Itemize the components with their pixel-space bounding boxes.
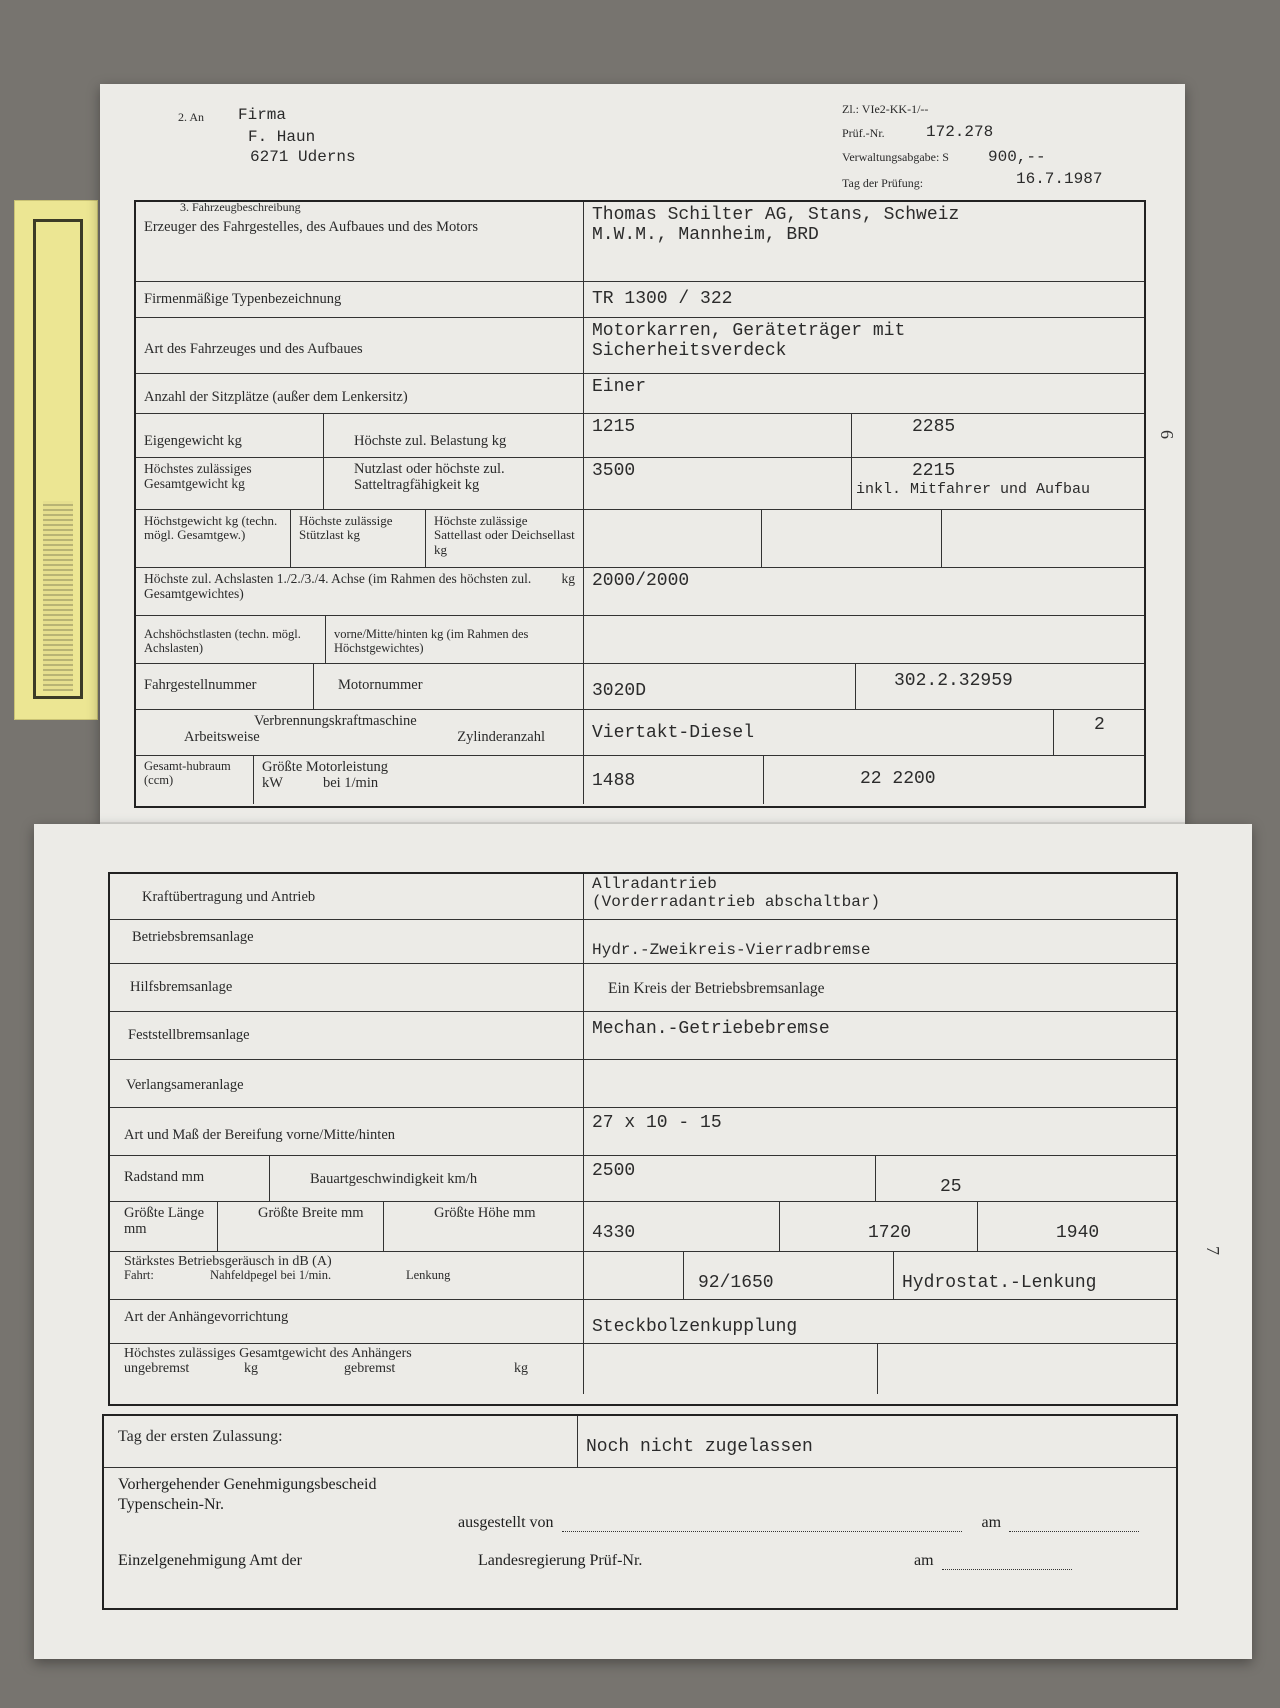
sattellast-value	[942, 510, 1144, 567]
kraft-row	[110, 874, 1176, 920]
am-line-1	[1009, 1531, 1139, 1532]
achslasten-value: 2000/2000	[592, 571, 690, 591]
breite-label: Größte Breite mm	[218, 1202, 384, 1251]
anhaenger-gewicht-row	[110, 1344, 1176, 1394]
zl-label: Zl.: VIe2-KK-1/--	[842, 102, 929, 116]
hoehe-value: 1940	[1056, 1223, 1100, 1243]
arbeitsweise-value: Viertakt-Diesel	[584, 710, 1054, 755]
masse-row	[110, 1202, 1176, 1252]
feststell-row	[110, 1012, 1176, 1060]
hubraum-value: 1488	[584, 756, 764, 804]
leistung-label: Größte Motorleistung	[262, 759, 389, 775]
fahrgestell-row	[136, 664, 1144, 710]
gesamtgewicht-row	[136, 458, 1144, 510]
radstand-row	[110, 1156, 1176, 1202]
leistung-value: 22 2200	[860, 769, 936, 789]
fahrt-value	[584, 1252, 684, 1299]
nutzlast-label: Nutzlast oder höchste zul. Satteltragfähigkeit kg	[324, 458, 584, 509]
zylinder-value: 2	[1094, 715, 1105, 735]
nutzlast-note: inkl. Mitfahrer und Aufbau	[856, 480, 1091, 498]
yellow-slip	[14, 200, 98, 720]
art-value-cell	[584, 318, 1144, 373]
eigengewicht-row	[136, 414, 1144, 458]
verlangsamer-label: Verlangsameranlage	[110, 1060, 584, 1107]
typ-row	[136, 282, 1144, 318]
technical-table	[108, 872, 1178, 1406]
recipient-line3: 6271 Uderns	[250, 148, 356, 166]
lenkung-label: Lenkung	[406, 1268, 451, 1283]
kraft-value-1: Allradantrieb	[592, 875, 717, 893]
nahfeld-label: Nahfeldpegel bei 1/min.	[210, 1268, 332, 1283]
erzeuger-value-cell	[584, 202, 1144, 281]
sitz-label: Anzahl der Sitzplätze (außer dem Lenkersitz)	[136, 374, 584, 413]
gesamtgewicht-value: 3500	[584, 458, 852, 509]
betriebsbrems-row	[110, 920, 1176, 964]
ungebremst-value	[584, 1344, 878, 1394]
gebremst-label: gebremst	[344, 1361, 396, 1377]
hoechste-belastung-label: Höchste zul. Belastung kg	[324, 414, 584, 457]
page-number-top: 6	[1157, 430, 1177, 439]
vorher-label: Vorhergehender Genehmigungsbescheid	[118, 1476, 377, 1493]
gebremst-value	[878, 1344, 1176, 1394]
hubraum-label: Gesamt-hubraum (ccm)	[136, 756, 254, 804]
bereifung-value: 27 x 10 - 15	[592, 1113, 722, 1133]
breite-value: 1720	[780, 1202, 978, 1251]
radstand-label: Radstand mm	[110, 1156, 270, 1201]
eigengewicht-value: 1215	[584, 414, 852, 457]
sitz-value: Einer	[592, 377, 647, 397]
verlangsamer-row	[110, 1060, 1176, 1108]
erzeuger-row	[136, 202, 1144, 282]
gebremst-kg: kg	[514, 1361, 528, 1377]
hoehe-label: Größte Höhe mm	[384, 1202, 584, 1251]
section-title: 3. Fahrzeugbeschreibung	[180, 200, 301, 214]
bauart-label: Bauartgeschwindigkeit km/h	[270, 1156, 584, 1201]
achshoechst-label2: vorne/Mitte/hinten kg (im Rahmen des Höchstgewichtes)	[326, 616, 584, 663]
ungebremst-label: ungebremst	[124, 1361, 190, 1377]
laenge-value: 4330	[584, 1202, 780, 1251]
achslasten-label: Höchste zul. Achslasten 1./2./3./4. Achse (im Rahmen des höchsten zul. Gesamtgewichtes)	[144, 571, 532, 601]
anhaenger-gewicht-cell	[110, 1344, 584, 1394]
typ-value: TR 1300 / 322	[592, 289, 733, 309]
gesamtgewicht-label: Höchstes zulässiges Gesamtgewicht kg	[136, 458, 324, 509]
fahrgestell-label: Fahrgestellnummer	[136, 664, 314, 709]
hilfsbrems-row	[110, 964, 1176, 1012]
ausgestellt-label: ausgestellt von	[458, 1514, 554, 1531]
leistung-label-cell	[254, 756, 584, 804]
am-label-1: am	[981, 1514, 1002, 1531]
hoechstgewicht-row	[136, 510, 1144, 568]
einzel-label: Einzelgenehmigung Amt der	[118, 1552, 302, 1569]
feststell-label: Feststellbremsanlage	[110, 1012, 584, 1059]
anhaenge-row	[110, 1300, 1176, 1344]
genehmigung-block	[104, 1468, 1176, 1578]
achslasten-row	[136, 568, 1144, 616]
zylinder-label: Zylinderanzahl	[457, 728, 545, 745]
verlangsamer-value	[584, 1060, 1176, 1107]
fahrgestell-value: 3020D	[584, 664, 856, 709]
nutzlast-cell	[852, 458, 1144, 509]
hilfsbrems-value: Ein Kreis der Betriebsbremsanlage	[608, 980, 825, 997]
arbeitsweise-label: Arbeitsweise	[184, 728, 260, 745]
erzeuger-label: Erzeuger des Fahrgestelles, des Aufbaues und des Motors	[136, 202, 584, 281]
hoechstgewicht-value	[584, 510, 762, 567]
page-number-bottom: 7	[1203, 1246, 1223, 1255]
sitz-row	[136, 374, 1144, 414]
achshoechst-row	[136, 616, 1144, 664]
bereifung-label: Art und Maß der Bereifung vorne/Mitte/hinten	[110, 1108, 584, 1155]
tag-pruefung-label: Tag der Prüfung:	[842, 176, 924, 190]
anhaenge-value: Steckbolzenkupplung	[592, 1317, 798, 1337]
art-row	[136, 318, 1144, 374]
laenge-label: Größte Länge mm	[110, 1202, 218, 1251]
nutzlast-value: 2215	[912, 461, 956, 481]
vehicle-table	[134, 200, 1146, 808]
verwaltung-label: Verwaltungsabgabe: S	[842, 150, 949, 164]
anhaenge-label: Art der Anhängevorrichtung	[110, 1300, 584, 1343]
zulassung-box	[102, 1414, 1178, 1610]
kraft-label: Kraftübertragung und Antrieb	[110, 874, 584, 919]
verbrennung-label: Verbrennungskraftmaschine	[254, 713, 417, 729]
erzeuger-value-2: M.W.M., Mannheim, BRD	[592, 224, 819, 245]
am-line-2	[942, 1569, 1072, 1570]
typ-label: Firmenmäßige Typenbezeichnung	[136, 282, 584, 317]
achshoechst-label: Achshöchstlasten (techn. mögl. Achslasten)	[136, 616, 326, 663]
erzeuger-value-1: Thomas Schilter AG, Stans, Schweiz	[592, 205, 960, 225]
kw-label: kW	[262, 774, 283, 791]
betriebsbrems-value: Hydr.-Zweikreis-Vierradbremse	[592, 941, 871, 959]
ausgestellt-line	[562, 1531, 962, 1532]
typenschein-label: Typenschein-Nr.	[118, 1496, 224, 1513]
recipient-line1: Firma	[238, 106, 287, 124]
geraeusch-label-cell	[110, 1252, 584, 1299]
geraeusch-label: Stärkstes Betriebsgeräusch in dB (A)	[124, 1254, 332, 1269]
betriebsbrems-label: Betriebsbremsanlage	[110, 920, 584, 963]
am-label-2: am	[914, 1552, 934, 1569]
geraeusch-row	[110, 1252, 1176, 1300]
bereifung-row	[110, 1108, 1176, 1156]
pruef-nr-label: Prüf.-Nr.	[842, 126, 885, 140]
verwaltung-value: 900,--	[988, 148, 1046, 166]
zulassung-value: Noch nicht zugelassen	[586, 1437, 813, 1457]
fahrt-label: Fahrt:	[124, 1268, 154, 1283]
hilfsbrems-label: Hilfsbremsanlage	[110, 964, 584, 1011]
zulassung-label: Tag der ersten Zulassung:	[104, 1416, 578, 1467]
stuetzlast-value	[762, 510, 942, 567]
achslasten-unit: kg	[561, 571, 575, 586]
verbrennung-row	[136, 710, 1144, 756]
recipient-line2: F. Haun	[248, 128, 316, 146]
verbrennung-label-cell	[136, 710, 584, 755]
anhaenger-gewicht-label: Höchstes zulässiges Gesamtgewicht des Anhängers	[124, 1346, 412, 1361]
pruef-nr-value: 172.278	[926, 123, 994, 141]
kraft-value-cell	[584, 874, 1176, 919]
eigengewicht-label: Eigengewicht kg	[136, 414, 324, 457]
an-label: 2. An	[178, 110, 205, 124]
bei-label: bei 1/min	[322, 774, 379, 791]
landes-label: Landesregierung Prüf-Nr.	[478, 1552, 643, 1569]
hoechstgewicht-label: Höchstgewicht kg (techn. mögl. Gesamtgew.)	[136, 510, 291, 567]
nahfeld-value: 92/1650	[684, 1252, 894, 1299]
yellow-slip-pattern	[43, 501, 73, 691]
art-value-2: Sicherheitsverdeck	[592, 340, 787, 361]
feststell-value: Mechan.-Getriebebremse	[592, 1019, 830, 1039]
belastung-value: 2285	[912, 417, 956, 437]
ungebremst-kg: kg	[244, 1361, 258, 1377]
art-value-1: Motorkarren, Geräteträger mit	[592, 321, 906, 341]
tag-pruefung-value: 16.7.1987	[1016, 170, 1103, 188]
art-label: Art des Fahrzeuges und des Aufbaues	[136, 318, 584, 373]
zulassung-row	[104, 1416, 1176, 1468]
sattellast-label: Höchste zulässige Sattellast oder Deichsellast kg	[426, 510, 584, 567]
achslasten-label-cell	[136, 568, 584, 615]
kraft-value-2: (Vorderradantrieb abschaltbar)	[592, 892, 881, 911]
hubraum-row	[136, 756, 1144, 804]
achshoechst-value	[584, 616, 1144, 663]
stuetzlast-label: Höchste zulässige Stützlast kg	[291, 510, 426, 567]
lenkung-value: Hydrostat.-Lenkung	[902, 1273, 1097, 1293]
bauart-value: 25	[940, 1177, 962, 1197]
motornummer-value: 302.2.32959	[894, 671, 1013, 691]
radstand-value: 2500	[584, 1156, 876, 1201]
motornummer-label: Motornummer	[314, 664, 584, 709]
